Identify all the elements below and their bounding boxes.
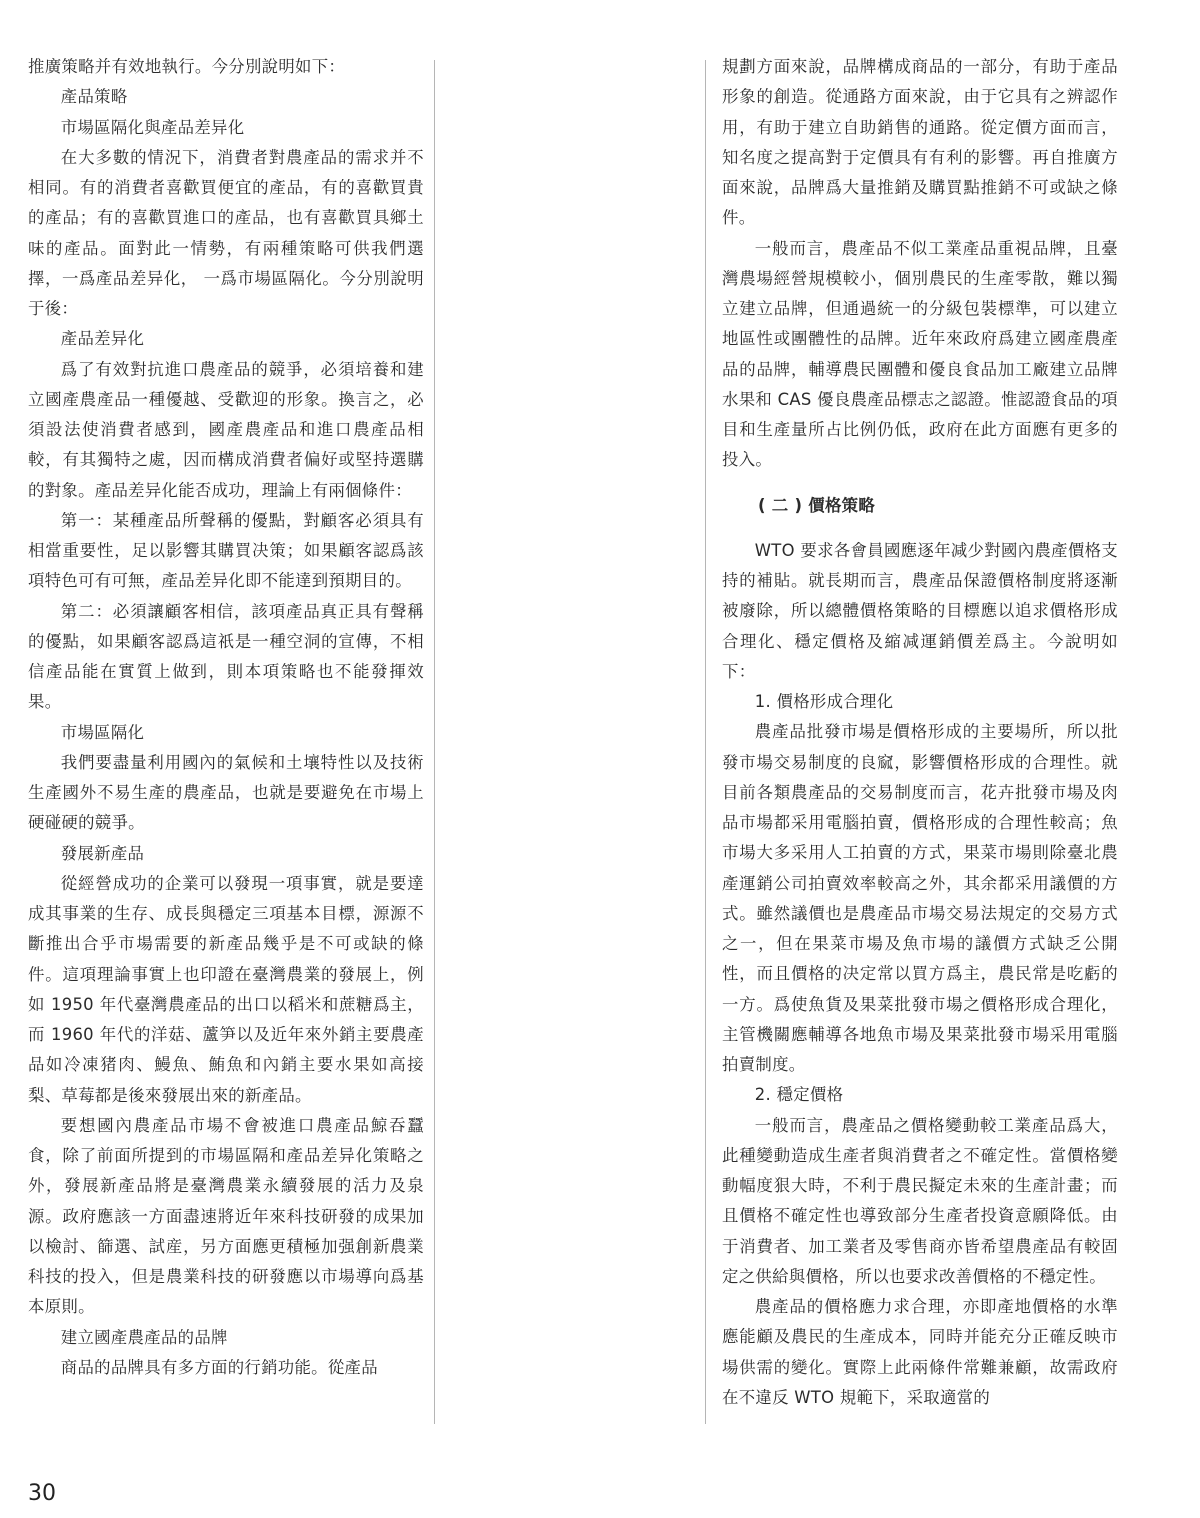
paragraph: 推廣策略并有效地執行。今分別說明如下： — [28, 57, 346, 76]
paragraph: 要想國內農產品市場不會被進口農產品鯨吞蠶食，除了前面所提到的市場區隔和產品差异化策略之外，發展新產品將是臺灣農業永續發展的活力及泉源。政府應該一方面盡速將近年來科技研發的成果加以檢討、篩選、試産，另方面應更積極加强創新農業科技的投入，但是農業科技的研發應以市場導向爲基本原則。 — [28, 1115, 424, 1317]
subheading: 產品策略 — [60, 87, 128, 107]
paragraph: 一般而言，農產品不似工業產品重視品牌，且臺灣農場經營規模較小，個別農民的生產零散，難以獨立建立品牌，但通過統一的分級包裝標準，可以建立地區性或團體性的品牌。近年來政府爲建立國產農產品的品牌，輔導農民團體和優良食品加工廠建立品牌水果和 CAS 優良農產品標志之認證。惟認證食品的項目和生產量所占比例仍低，政府在此方面應有更多的投入。 — [722, 238, 1118, 470]
subheading: 產品差异化 — [60, 329, 145, 349]
page-number: 30 — [28, 1481, 56, 1506]
paragraph: WTO 要求各會員國應逐年减少對國內農產價格支持的補貼。就長期而言，農產品保證價格制度將逐漸被廢除，所以總體價格策略的目標應以追求價格形成合理化、穩定價格及縮减運銷價差爲主。今說明如下： — [722, 540, 1118, 681]
paragraph: 農產品的價格應力求合理，亦即產地價格的水準應能顧及農民的生產成本，同時并能充分正確反映市場供需的變化。實際上此兩條件常難兼顧，故需政府在不違反 WTO 規範下，采取適當的 — [722, 1297, 1118, 1407]
paragraph: 我們要盡量利用國內的氣候和土壤特性以及技術生產國外不易生產的農產品，也就是要避免在市場上硬碰硬的競爭。 — [28, 752, 424, 833]
subheading: 建立國產農產品的品牌 — [60, 1327, 228, 1347]
numbered-heading: 2. 穩定價格 — [754, 1085, 844, 1105]
subheading: 發展新產品 — [60, 843, 145, 863]
paragraph: 一般而言，農產品之價格變動較工業產品爲大，此種變動造成生產者與消費者之不確定性。當價格變動幅度狠大時，不利于農民擬定未來的生產計畫；而且價格不確定性也導致部分生產者投資意願降低。由于消費者、加工業者及零售商亦皆希望農產品有較固定之供給與價格，所以也要求改善價格的不穩定性。 — [722, 1115, 1118, 1286]
paragraph: 規劃方面來說，品牌構成商品的一部分，有助于產品形象的創造。從通路方面來說，由于它具有之辨認作用，有助于建立自助銷售的通路。從定價方面而言，知名度之提高對于定價具有有利的影響。再自推廣方面來說，品牌爲大量推銷及購買點推銷不可或缺之條件。 — [722, 57, 1118, 228]
paragraph: 在大多數的情況下，消費者對農產品的需求并不相同。有的消費者喜歡買便宜的產品，有的喜歡買貴的產品；有的喜歡買進口的產品，也有喜歡買具鄉土味的產品。面對此一情勢，有兩種策略可供我們選擇，一爲產品差异化， 一爲市場區隔化。今分別說明于後： — [28, 147, 424, 318]
paragraph: 第二：必須讓顧客相信，該項產品真正具有聲稱的優點，如果顧客認爲這祇是一種空洞的宣傳，不相信產品能在實質上做到，則本項策略也不能發揮效果。 — [28, 601, 424, 712]
paragraph: 第一：某種產品所聲稱的優點，對顧客必須具有相當重要性，足以影響其購買决策；如果顧客認爲該項特色可有可無，產品差异化即不能達到預期目的。 — [28, 510, 424, 591]
column-divider-right — [705, 60, 706, 1424]
numbered-heading: 1. 價格形成合理化 — [754, 692, 894, 711]
paragraph: 爲了有效對抗進口農產品的競爭，必須培養和建立國產農產品一種優越、受歡迎的形象。換言之，必須設法使消費者感到，國產農產品和進口農產品相較，有其獨特之處，因而構成消費者偏好或堅持選購的對象。產品差异化能否成功，理論上有兩個條件： — [28, 359, 424, 500]
right-column — [722, 52, 1118, 1413]
paragraph: 農產品批發市場是價格形成的主要場所，所以批發市場交易制度的良窳，影響價格形成的合理性。就目前各類農產品的交易制度而言，花卉批發市場及肉品市場都采用電腦拍賣，價格形成的合理性較高；魚市場大多采用人工拍賣的方式，果菜市場則除臺北農產運銷公司拍賣效率較高之外，其余都采用議價的方式。雖然議價也是農產品市場交易法規定的交易方式之一，但在果菜市場及魚市場的議價方式缺乏公開性，而且價格的决定常以買方爲主，農民常是吃虧的一方。爲使魚貨及果菜批發市場之價格形成合理化，主管機關應輔導各地魚市場及果菜批發市場采用電腦拍賣制度。 — [722, 722, 1118, 1074]
column-divider-left — [434, 60, 435, 1424]
left-column — [28, 52, 424, 1383]
paragraph: 從經營成功的企業可以發現一項事實，就是要達成其事業的生存、成長與穩定三項基本目標，源源不斷推出合乎市場需要的新產品幾乎是不可或缺的條件。這項理論事實上也印證在臺灣農業的發展上，例如 1950 年代臺灣農產品的出口以稻米和蔗糖爲主，而 1960 年代的洋菇、蘆笋以及近年來外銷主要農產品如冷凍猪肉、鰻魚、鮪魚和內銷主要水果如高接梨、草莓都是後來發展出來的新產品。 — [28, 873, 424, 1105]
subheading: 市場區隔化與產品差异化 — [60, 117, 245, 137]
subheading: 市場區隔化 — [60, 722, 145, 742]
section-heading: ( 二 ) 價格策略 — [758, 495, 876, 515]
paragraph: 商品的品牌具有多方面的行銷功能。從產品 — [60, 1357, 378, 1377]
